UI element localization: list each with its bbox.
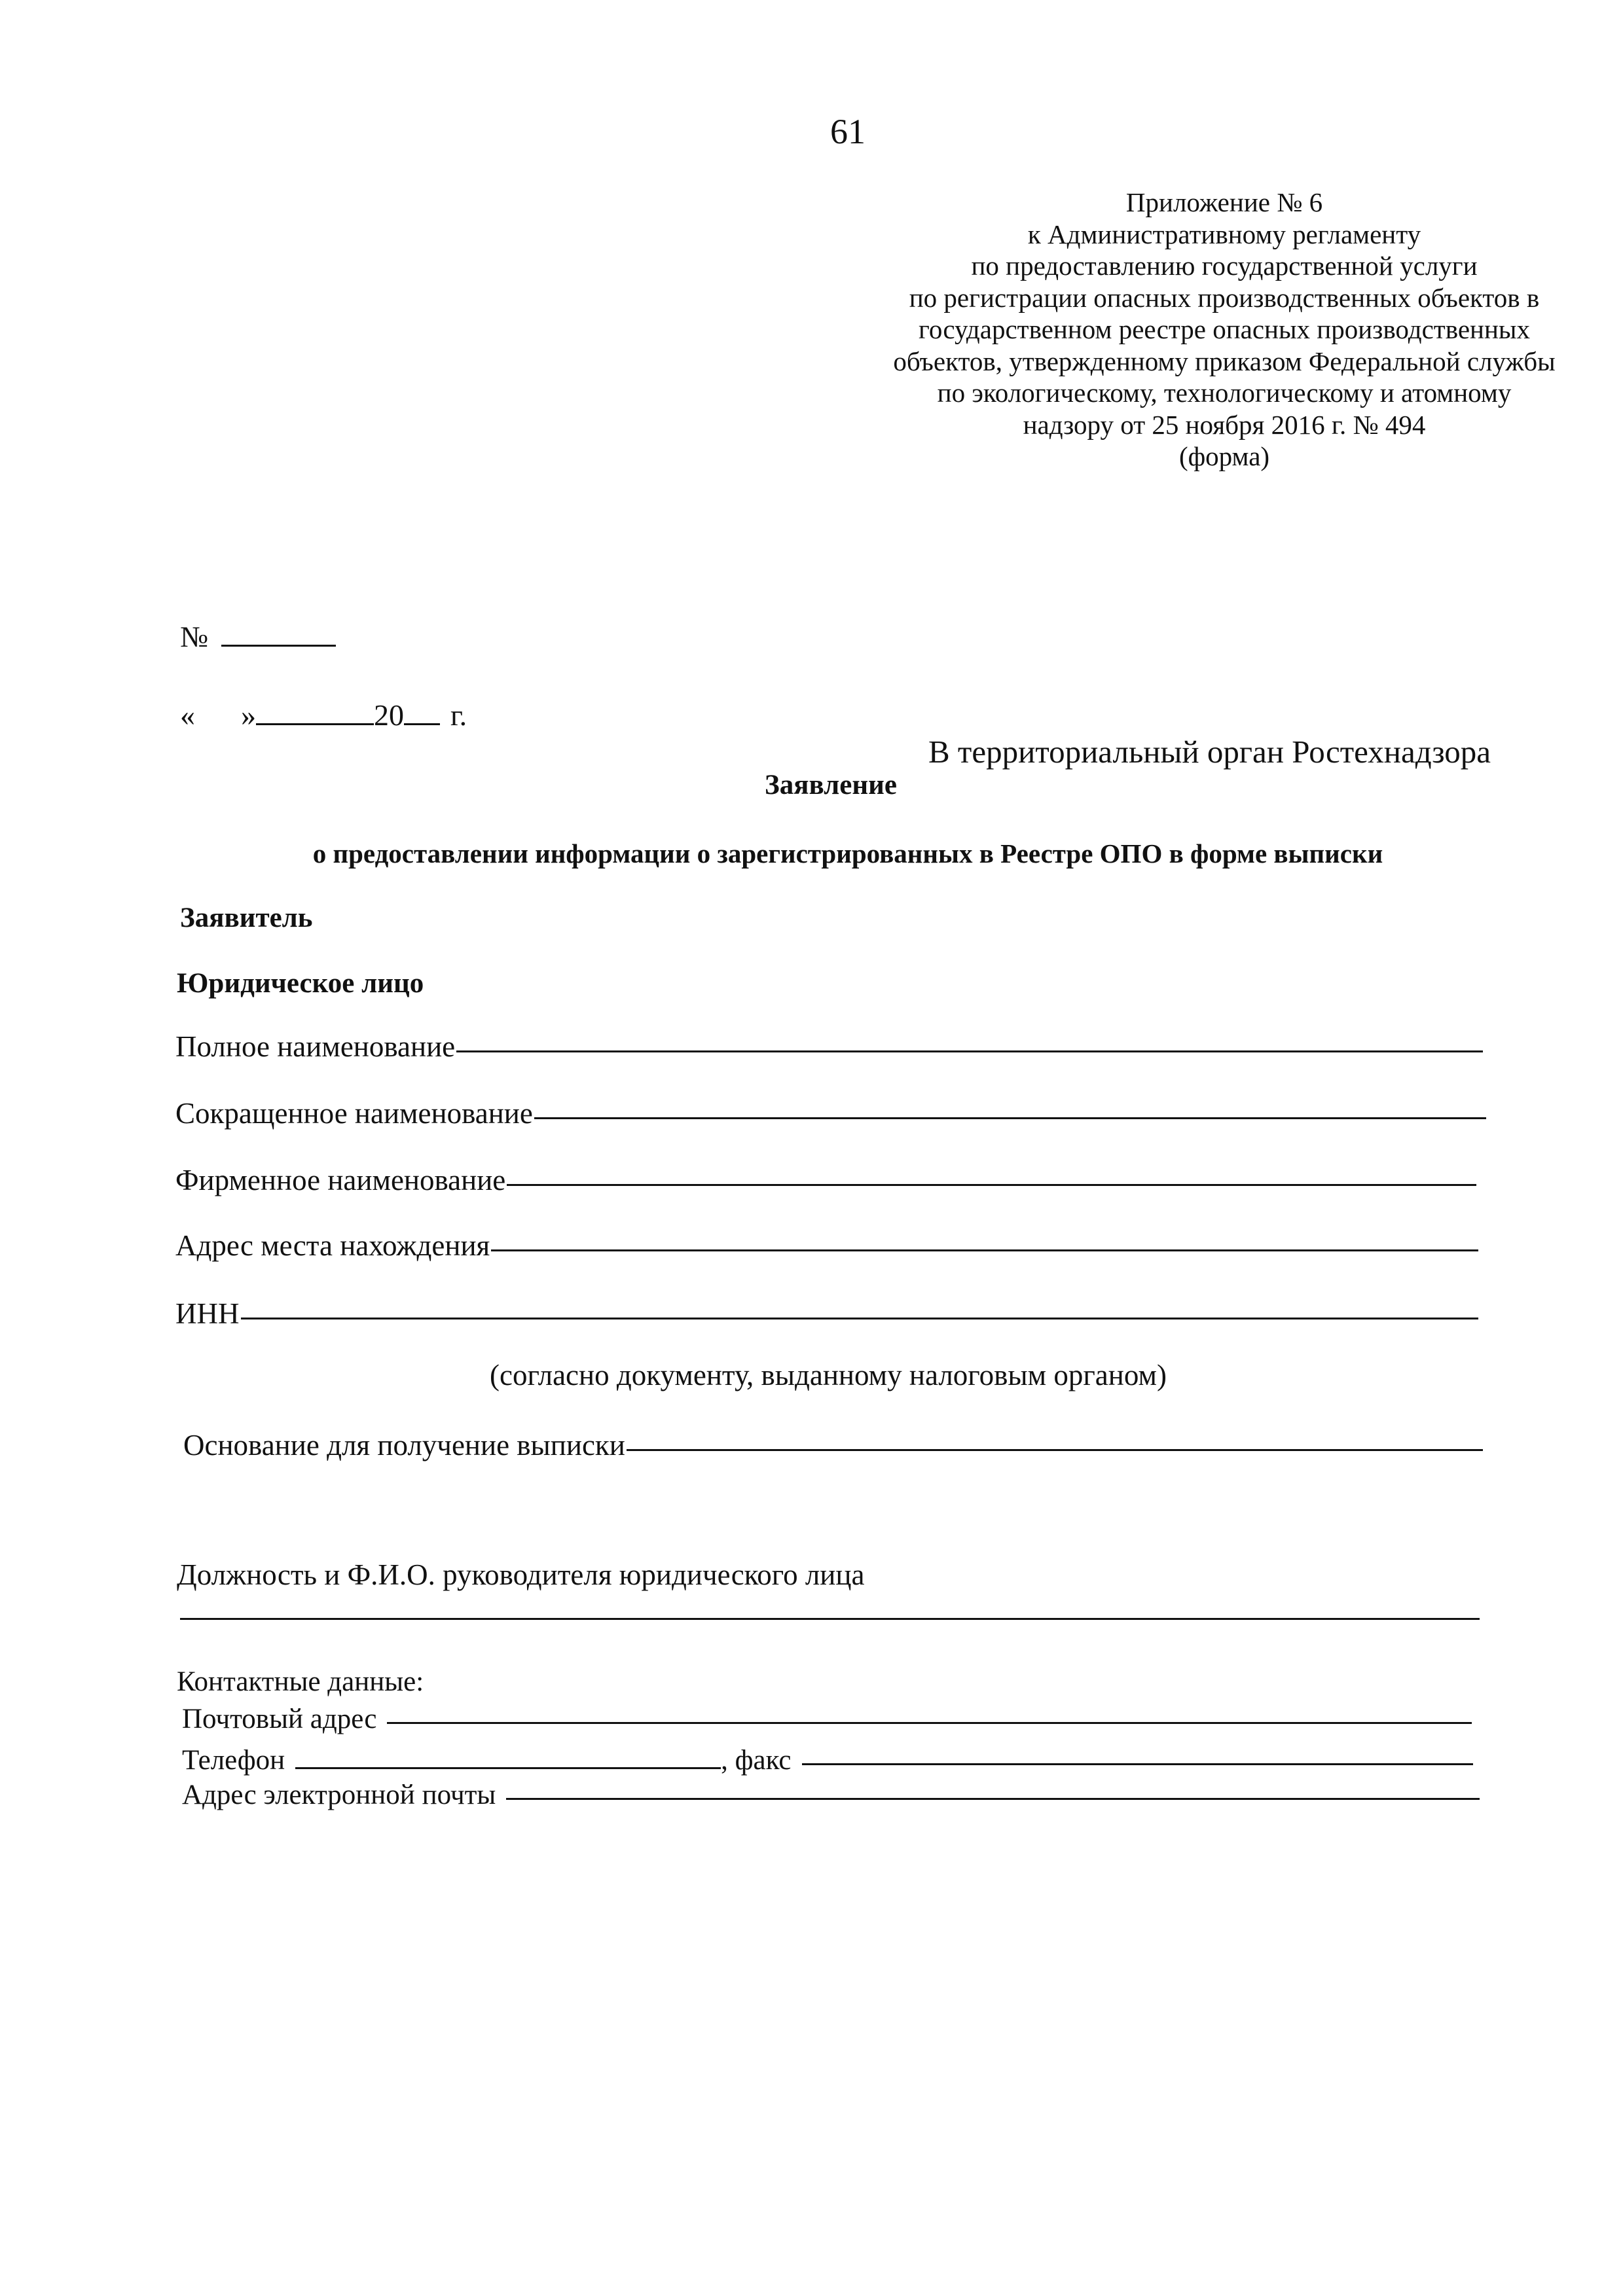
basis-field[interactable]: [183, 1428, 1483, 1462]
date-open-quote: «: [180, 698, 195, 732]
date-century: 20: [374, 698, 404, 732]
entity-type: Юридическое лицо: [177, 968, 424, 999]
appendix-line: объектов, утвержденному приказом Федеральной службы: [893, 346, 1556, 376]
document-subtitle: о предоставлении информации о зарегистрированных в Реестре ОПО в форме выписки: [312, 838, 1383, 869]
short-name-field[interactable]: [175, 1096, 1486, 1130]
inn-label: ИНН: [175, 1297, 240, 1330]
contacts-heading: Контактные данные:: [177, 1666, 424, 1697]
short-name-label: Сокращенное наименование: [175, 1097, 533, 1130]
number-field[interactable]: [180, 619, 336, 654]
document-title: Заявление: [765, 770, 897, 800]
head-blank[interactable]: [180, 1618, 1480, 1620]
month-blank[interactable]: [256, 697, 374, 725]
head-label: Должность и Ф.И.О. руководителя юридического лица: [177, 1558, 865, 1591]
brand-name-field[interactable]: [175, 1163, 1476, 1197]
basis-blank[interactable]: [627, 1449, 1483, 1451]
appendix-line: к Административному регламенту: [1027, 219, 1421, 249]
appendix-line: по экологическому, технологическому и атомному: [937, 378, 1512, 408]
number-label: №: [180, 620, 208, 653]
appendix-line: Приложение № 6: [1125, 187, 1323, 217]
date-close-quote: »: [241, 698, 256, 732]
inn-field[interactable]: [175, 1297, 1478, 1331]
page-number: 61: [830, 112, 866, 151]
appendix-line: (форма): [1178, 441, 1270, 471]
email-field[interactable]: [182, 1779, 1480, 1811]
postal-label: Почтовый адрес: [182, 1704, 377, 1734]
brand-name-blank[interactable]: [507, 1184, 1476, 1186]
applicant-label: Заявитель: [180, 903, 313, 933]
inn-note: (согласно документу, выданному налоговым органом): [490, 1359, 1167, 1391]
short-name-blank[interactable]: [534, 1117, 1486, 1119]
email-blank[interactable]: [506, 1798, 1480, 1800]
number-blank[interactable]: [221, 619, 336, 647]
appendix-line: по регистрации опасных производственных объектов в: [909, 282, 1540, 313]
full-name-field[interactable]: [175, 1030, 1483, 1064]
address-blank[interactable]: [491, 1249, 1478, 1251]
date-field[interactable]: [180, 697, 467, 732]
appendix-line: государственном реестре опасных производственных: [919, 314, 1530, 344]
year-blank[interactable]: [404, 697, 440, 725]
address-label: Адрес места нахождения: [175, 1229, 490, 1262]
full-name-blank[interactable]: [456, 1050, 1483, 1052]
postal-blank[interactable]: [387, 1722, 1472, 1724]
email-label: Адрес электронной почты: [182, 1780, 496, 1810]
phone-blank[interactable]: [295, 1741, 721, 1769]
fax-label: , факс: [721, 1745, 792, 1776]
appendix-line: надзору от 25 ноября 2016 г. № 494: [1023, 409, 1426, 440]
phone-fax-field[interactable]: [182, 1741, 1473, 1776]
year-suffix: г.: [450, 698, 467, 732]
fax-blank[interactable]: [802, 1763, 1473, 1765]
inn-blank[interactable]: [241, 1318, 1479, 1319]
basis-label: Основание для получение выписки: [183, 1429, 625, 1462]
postal-field[interactable]: [182, 1703, 1472, 1735]
phone-label: Телефон: [182, 1745, 285, 1776]
appendix-header: [858, 187, 1591, 473]
brand-name-label: Фирменное наименование: [175, 1164, 506, 1196]
address-field[interactable]: [175, 1229, 1478, 1263]
full-name-label: Полное наименование: [175, 1030, 456, 1063]
appendix-line: по предоставлению государственной услуги: [971, 251, 1478, 281]
recipient: В территориальный орган Ростехнадзора: [928, 734, 1491, 770]
